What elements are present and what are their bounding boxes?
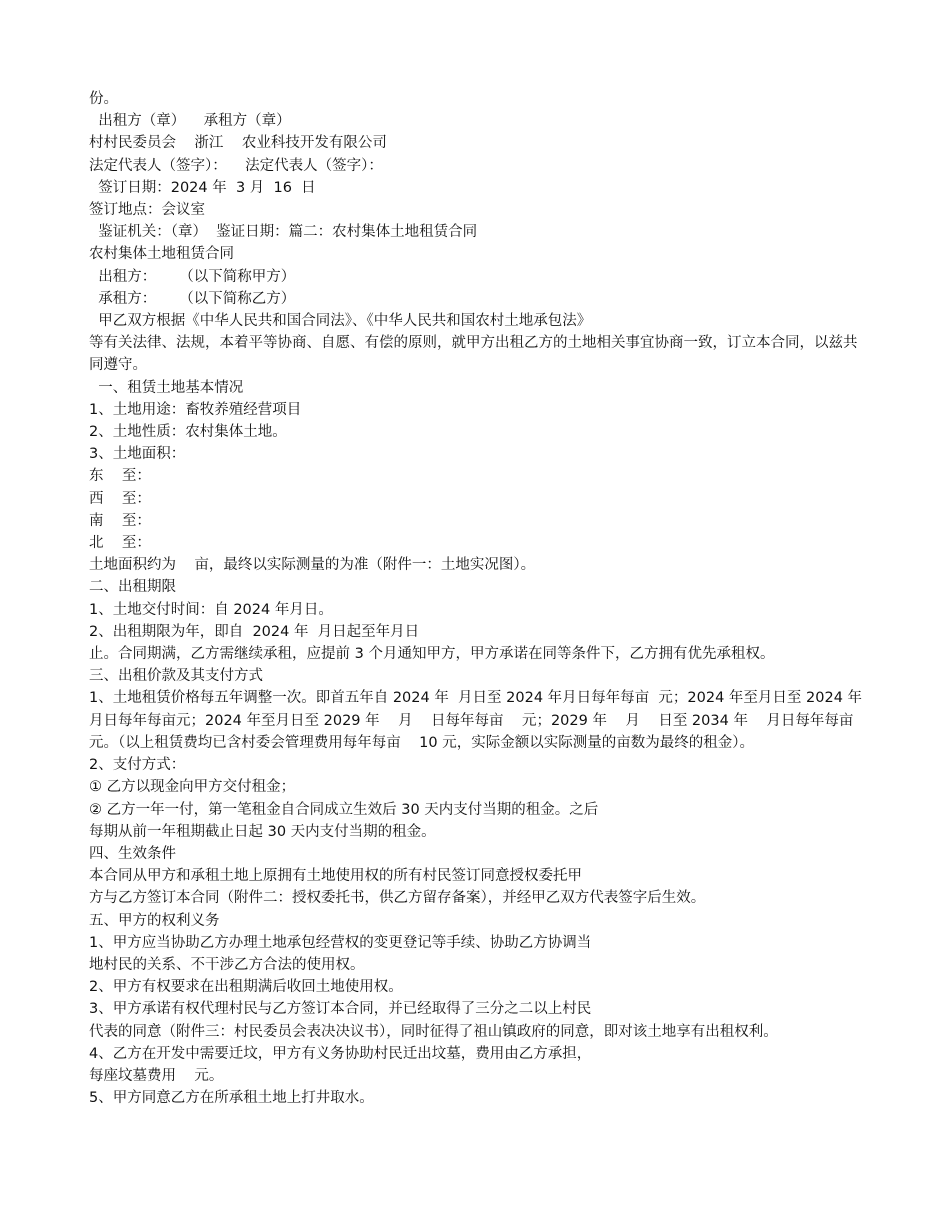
section-heading: 一、租赁土地基本情况 [89,379,244,396]
signing-date: 签订日期：2024 年 3 月 16 日 [89,179,316,196]
text-line: 甲乙双方根据《中华人民共和国合同法》、《中华人民共和国农村土地承包法》 [89,313,592,330]
text-paragraph: 止。合同期满，乙方需继续承租，应提前 3 个月通知甲方，甲方承诺在同等条件下，乙方拥有优先承租权。 [89,646,775,663]
boundary-south: 南 至： [89,512,151,529]
text-line: 1、土地交付时间：自 2024 年月日。 [89,601,333,618]
section-heading: 四、生效条件 [89,845,176,862]
text-line: 5、甲方同意乙方在所承租土地上打井取水。 [89,1090,374,1107]
text-line: 1、甲方应当协助乙方办理土地承包经营权的变更登记等手续、协助乙方协调当 [89,934,592,951]
text-line: 2、支付方式： [89,757,186,774]
section-heading: 五、甲方的权利义务 [89,912,220,929]
signature-parties-names: 村村民委员会 浙江 农业科技开发有限公司 [89,135,387,152]
lessee-line: 承租方： （以下简称乙方） [89,290,296,307]
text-line: 3、土地面积： [89,446,186,463]
text-line: 1、土地用途：畜牧养殖经营项目 [89,401,302,418]
section-heading: 三、出租价款及其支付方式 [89,668,263,685]
lessor-line: 出租方： （以下简称甲方） [89,268,296,285]
text-line: 本合同从甲方和承租土地上原拥有土地使用权的所有村民签订同意授权委托甲 [89,868,582,885]
text-line: 2、土地性质：农村集体土地。 [89,424,287,441]
text-line: 2、出租期限为年，即自 2024 年 月日起至年月日 [89,623,420,640]
text-paragraph: 1、土地租赁价格每五年调整一次。即首五年自 2024 年 月日至 2024 年月日每年每亩 元；2024 年至月日至 2024 年月日每年每亩元；2024 年至月日至 2029 年 月 日每年每亩 元；2029 年 月 日至 2034 年 月日每年每亩 元。（以上租赁费均已含村委会管理费用每年每亩 10 元，实际金额以实际测量的亩数为最终的租金）。 [89,690,872,751]
section-heading: 二、出租期限 [89,579,176,596]
text-line: 份。 [89,91,118,107]
notary-line: 鉴证机关：（章） 鉴证日期：篇二：农村集体土地租赁合同 [89,224,478,241]
text-line: 土地面积约为 亩，最终以实际测量的为准（附件一：土地实况图）。 [89,557,536,574]
text-line: 3、甲方承诺有权代理村民与乙方签订本合同，并已经取得了三分之二以上村民 [89,1001,592,1018]
contract-title: 农村集体土地租赁合同 [89,246,234,263]
text-line: 每期从前一年租期截止日起 30 天内支付当期的租金。 [89,823,436,840]
text-line: ① 乙方以现金向甲方交付租金； [89,779,296,796]
legal-representative-line: 法定代表人（签字）： 法定代表人（签字）： [89,157,383,174]
text-line: 4、乙方在开发中需要迁坟，甲方有义务协助村民迁出坟墓，费用由乙方承担， [89,1045,592,1062]
text-paragraph: 代表的同意（附件三：村民委员会表决决议书），同时征得了祖山镇政府的同意，即对该土地享有出租权利。 [89,1023,778,1040]
text-line: 2、甲方有权要求在出租期满后收回土地使用权。 [89,979,403,996]
text-line: 每座坟墓费用 元。 [89,1067,224,1084]
contract-document [89,88,872,1109]
text-line: 地村民的关系、不干涉乙方合法的使用权。 [89,956,365,973]
boundary-west: 西 至： [89,490,151,507]
text-paragraph: 等有关法律、法规，本着平等协商、自愿、有偿的原则，就甲方出租乙方的土地相关事宜协商一致，订立本合同，以兹共同遵守。 [89,335,858,374]
boundary-east: 东 至： [89,468,151,485]
text-paragraph: 方与乙方签订本合同（附件二：授权委托书，供乙方留存备案），并经甲乙双方代表签字后生效。 [89,890,706,907]
text-line: ② 乙方一年一付，第一笔租金自合同成立生效后 30 天内支付当期的租金。之后 [89,801,599,818]
boundary-north: 北 至： [89,535,151,552]
signature-parties-heading: 出租方（章） 承租方（章） [89,113,291,130]
signing-location: 签订地点：会议室 [89,202,205,219]
